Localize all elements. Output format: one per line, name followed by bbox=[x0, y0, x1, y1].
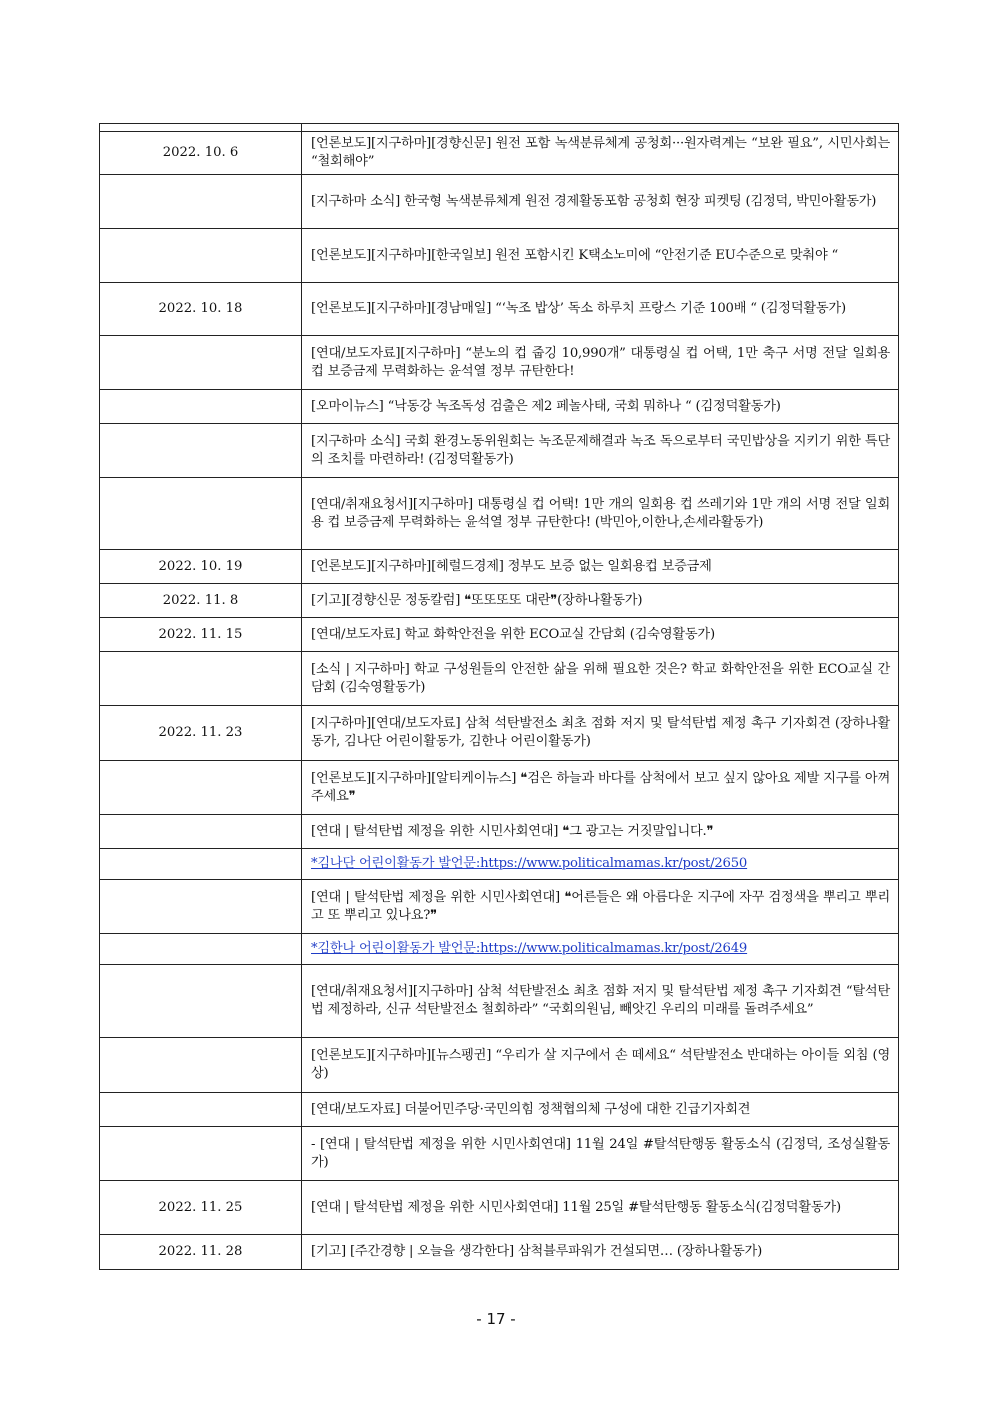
row-date bbox=[100, 424, 302, 478]
row-date bbox=[100, 652, 302, 706]
page-number: - 17 - bbox=[476, 1310, 516, 1328]
row-content: [연대/취재요청서][지구하마] 대통령실 컵 어택! 1만 개의 일회용 컵 쓰레기와 1만 개의 서명 전달 일회용 컵 보증금제 무력화하는 윤석열 정부 규탄한다! (박민아,이한나,손세라활동가) bbox=[302, 478, 899, 550]
row-date: 2022. 11. 23 bbox=[100, 706, 302, 761]
row-content: [언론보도][지구하마][경향신문] 원전 포함 녹색분류체계 공청회···원자력계는 “보완 필요”, 시민사회는 “철회해야” bbox=[302, 132, 899, 175]
row-date: 2022. 10. 6 bbox=[100, 132, 302, 175]
table-row bbox=[100, 550, 899, 584]
table-row bbox=[100, 761, 899, 815]
row-date bbox=[100, 175, 302, 229]
row-date bbox=[100, 815, 302, 849]
table-row bbox=[100, 706, 899, 761]
row-content: [지구하마 소식] 한국형 녹색분류체계 원전 경제활동포함 공청회 현장 피켓팅 (김정덕, 박민아활동가) bbox=[302, 175, 899, 229]
row-content: [연대/보도자료][지구하마] “분노의 컵 줍깅 10,990개” 대통령실 컵 어택, 1만 축구 서명 전달 일회용 컵 보증금제 무력화하는 윤석열 정부 규탄한다! bbox=[302, 336, 899, 390]
table-row bbox=[100, 175, 899, 229]
table-row bbox=[100, 815, 899, 849]
row-date: 2022. 11. 15 bbox=[100, 618, 302, 652]
table-row bbox=[100, 849, 899, 880]
row-content: [언론보도][지구하마][헤럴드경제] 정부도 보증 없는 일회용컵 보증금제 bbox=[302, 550, 899, 584]
row-content: [언론보도][지구하마][한국일보] 원전 포함시킨 K택소노미에 “안전기준 EU수준으로 맞춰야 “ bbox=[302, 229, 899, 283]
row-date: 2022. 11. 8 bbox=[100, 584, 302, 618]
row-content: [오마이뉴스] “낙동강 녹조독성 검출은 제2 페놀사태, 국회 뭐하나 “ (김정덕활동가) bbox=[302, 390, 899, 424]
row-content: [연대 | 탈석탄법 제정을 위한 시민사회연대] ❝그 광고는 거짓말입니다.❞ bbox=[302, 815, 899, 849]
row-date bbox=[100, 1093, 302, 1127]
row-date bbox=[100, 336, 302, 390]
row-content: [연대/보도자료] 더불어민주당·국민의힘 정책협의체 구성에 대한 긴급기자회견 bbox=[302, 1093, 899, 1127]
table-row bbox=[100, 229, 899, 283]
row-date bbox=[100, 1038, 302, 1093]
activity-log-body bbox=[100, 124, 899, 1270]
table-row bbox=[100, 584, 899, 618]
row-content: [지구하마][연대/보도자료] 삼척 석탄발전소 최초 점화 저지 및 탈석탄법 제정 촉구 기자회견 (장하나활동가, 김나단 어린이활동가, 김한나 어린이활동가) bbox=[302, 706, 899, 761]
row-content: [언론보도][지구하마][경남매일] “‘녹조 밥상’ 독소 하루치 프랑스 기준 100배 “ (김정덕활동가) bbox=[302, 283, 899, 336]
row-content: [언론보도][지구하마][알티케이뉴스] ❝검은 하늘과 바다를 삼척에서 보고 싶지 않아요 제발 지구를 아껴주세요❞ bbox=[302, 761, 899, 815]
row-date: 2022. 10. 18 bbox=[100, 283, 302, 336]
table-row bbox=[100, 336, 899, 390]
table-row bbox=[100, 132, 899, 175]
table-header-spacer bbox=[100, 124, 899, 132]
row-date bbox=[100, 1127, 302, 1181]
row-date bbox=[100, 934, 302, 965]
row-content: - [연대 | 탈석탄법 제정을 위한 시민사회연대] 11월 24일 #탈석탄행동 활동소식 (김정덕, 조성실활동가) bbox=[302, 1127, 899, 1181]
row-date bbox=[100, 849, 302, 880]
row-date bbox=[100, 965, 302, 1038]
table-row bbox=[100, 1127, 899, 1181]
table-row bbox=[100, 478, 899, 550]
row-date: 2022. 11. 25 bbox=[100, 1181, 302, 1235]
row-content: [소식 | 지구하마] 학교 구성원들의 안전한 삶을 위해 필요한 것은? 학교 화학안전을 위한 ECO교실 간담회 (김숙영활동가) bbox=[302, 652, 899, 706]
table-row bbox=[100, 1093, 899, 1127]
row-content: [기고][경향신문 정동칼럼] ❝또또또또 대란❞(장하나활동가) bbox=[302, 584, 899, 618]
row-date bbox=[100, 478, 302, 550]
row-date bbox=[100, 880, 302, 934]
row-content: [지구하마 소식] 국회 환경노동위원회는 녹조문제해결과 녹조 독으로부터 국민밥상을 지키기 위한 특단의 조치를 마련하라! (김정덕활동가) bbox=[302, 424, 899, 478]
table-row bbox=[100, 965, 899, 1038]
row-date bbox=[100, 761, 302, 815]
row-content-cell bbox=[302, 934, 899, 965]
row-content: [연대 | 탈석탄법 제정을 위한 시민사회연대] 11월 25일 #탈석탄행동 활동소식(김정덕활동가) bbox=[302, 1181, 899, 1235]
table-row bbox=[100, 1181, 899, 1235]
row-content: [연대 | 탈석탄법 제정을 위한 시민사회연대] ❝어른들은 왜 아름다운 지구에 자꾸 검정색을 뿌리고 뿌리고 또 뿌리고 있나요?❞ bbox=[302, 880, 899, 934]
activity-log-table bbox=[99, 123, 899, 1270]
row-content: [언론보도][지구하마][뉴스펭귄] “우리가 살 지구에서 손 떼세요“ 석탄발전소 반대하는 아이들 외침 (영상) bbox=[302, 1038, 899, 1093]
row-date: 2022. 10. 19 bbox=[100, 550, 302, 584]
table-row bbox=[100, 880, 899, 934]
row-content: [기고] [주간경향 | 오늘을 생각한다] 삼척블루파워가 건설되면… (장하나활동가) bbox=[302, 1235, 899, 1270]
table-row bbox=[100, 618, 899, 652]
statement-link[interactable]: *김나단 어린이활동가 발언문:https://www.politicalmamas.kr/post/2650 bbox=[311, 856, 748, 871]
statement-link[interactable]: *김한나 어린이활동가 발언문:https://www.politicalmamas.kr/post/2649 bbox=[311, 941, 748, 956]
table-row bbox=[100, 1235, 899, 1270]
table-row bbox=[100, 283, 899, 336]
row-date bbox=[100, 390, 302, 424]
table-row bbox=[100, 934, 899, 965]
row-content-cell bbox=[302, 849, 899, 880]
row-date bbox=[100, 229, 302, 283]
row-content: [연대/보도자료] 학교 화학안전을 위한 ECO교실 간담회 (김숙영활동가) bbox=[302, 618, 899, 652]
table-row bbox=[100, 424, 899, 478]
table-row bbox=[100, 390, 899, 424]
row-date: 2022. 11. 28 bbox=[100, 1235, 302, 1270]
table-row bbox=[100, 1038, 899, 1093]
row-content: [연대/취재요청서][지구하마] 삼척 석탄발전소 최초 점화 저지 및 탈석탄법 제정 촉구 기자회견 “탈석탄법 제정하라, 신규 석탄발전소 철회하라” “국회의원님, 빼앗긴 우리의 미래를 돌려주세요” bbox=[302, 965, 899, 1038]
table-row bbox=[100, 652, 899, 706]
